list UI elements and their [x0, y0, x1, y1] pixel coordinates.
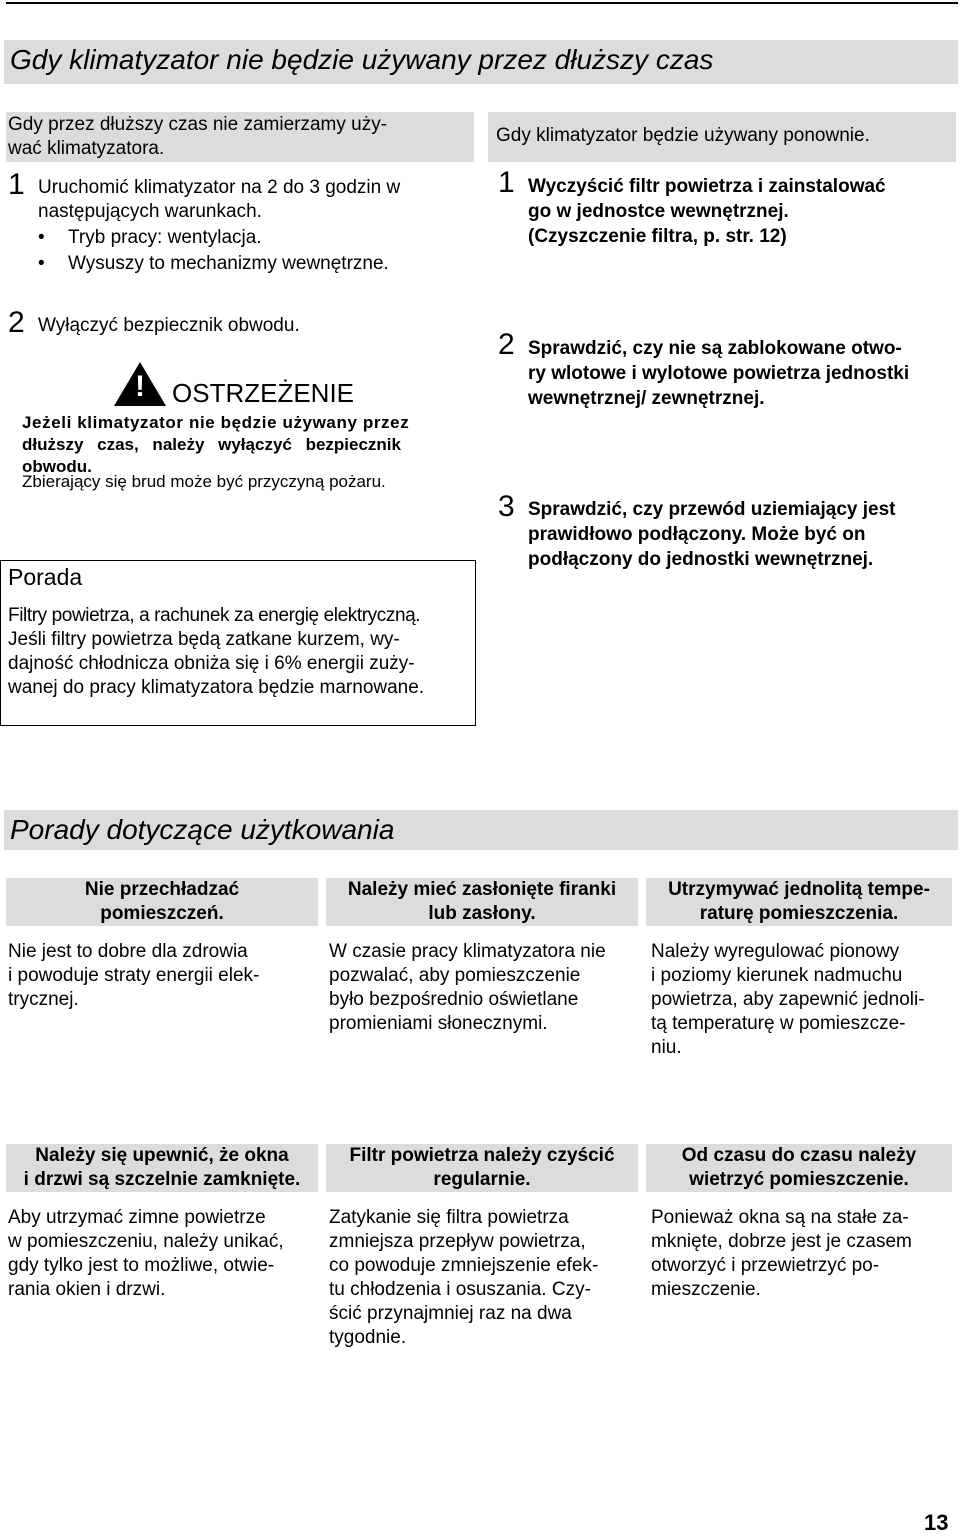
card-body [8, 1206, 308, 1302]
tip-text: Jeśli filtry powietrza będą zatkane kurzem, wy- [8, 629, 400, 650]
card-heading-line: wietrzyć pomieszczenie. [689, 1169, 909, 1190]
left-heading-line: Gdy przez dłuższy czas nie zamierzamy uży- [8, 114, 388, 135]
card-heading-line: pomieszczeń. [100, 903, 224, 924]
bullet-item: • Wysuszy to mechanizmy wewnętrzne. [68, 252, 389, 276]
card-body-line: Należy wyregulować pionowy [651, 941, 900, 962]
step-text: Wyłączyć bezpiecznik obwodu. [38, 315, 300, 336]
card-body-line: Aby utrzymać zimne powietrze [8, 1207, 266, 1228]
card-body-line: W czasie pracy klimatyzatora nie [329, 941, 606, 962]
step-text: go w jednostce wewnętrznej. [528, 201, 789, 222]
card-heading-line: raturę pomieszczenia. [699, 903, 899, 924]
card-body-line: i poziomy kierunek nadmuchu [651, 965, 903, 986]
card-heading [326, 1144, 638, 1192]
warning-text: Zbierający się brud może być przyczyną pożaru. [22, 472, 386, 491]
card-heading-line: Od czasu do czasu należy [681, 1145, 917, 1166]
step-number: 2 [498, 328, 515, 361]
tip-text: dajność chłodnicza obniża się i 6% energii zuży- [8, 653, 415, 674]
warning-text: dłuższy czas, należy wyłączyć bezpiecznik [22, 435, 401, 454]
left-heading-line: wać klimatyzatora. [8, 138, 165, 159]
card-heading [326, 878, 638, 926]
step-text: prawidłowo podłączony. Może być on [528, 524, 866, 545]
card-heading-line: Należy mieć zasłonięte firanki [347, 879, 617, 900]
card-body-line: tygodnie. [329, 1327, 407, 1348]
step-text: wewnętrznej/ zewnętrznej. [528, 388, 765, 409]
card-body-line: ścić przynajmniej raz na dwa [329, 1303, 572, 1324]
top-rule [6, 2, 958, 4]
card-body [651, 940, 951, 1060]
card-body [329, 940, 629, 1036]
card-body-line: trycznej. [8, 989, 79, 1010]
bullet-item: • Tryb pracy: wentylacja. [68, 226, 262, 250]
step-number: 1 [8, 168, 25, 201]
card-body-line: co powoduje zmniejszenie efek- [329, 1255, 599, 1276]
card-body-line: i powoduje straty energii elek- [8, 965, 260, 986]
card-body-line: mknięte, dobrze jest je czasem [651, 1231, 912, 1252]
card-body-line: gdy tylko jest to możliwe, otwie- [8, 1255, 275, 1276]
card-body [8, 940, 308, 1012]
card-body-line: Ponieważ okna są na stałe za- [651, 1207, 909, 1228]
step-text: Sprawdzić, czy nie są zablokowane otwo- [528, 338, 902, 359]
card-body [651, 1206, 951, 1302]
card-heading-line: i drzwi są szczelnie zamknięte. [23, 1169, 301, 1190]
card-body-line: otworzyć i przewietrzyć po- [651, 1255, 880, 1276]
card-body-line: pozwalać, aby pomieszczenie [329, 965, 581, 986]
card-body-line: rania okien i drzwi. [8, 1279, 166, 1300]
step-text: następujących warunkach. [38, 201, 262, 222]
step-text: podłączony do jednostki wewnętrznej. [528, 549, 874, 570]
card-heading-line: lub zasłony. [428, 903, 536, 924]
card-body-line: zmniejsza przepływ powietrza, [329, 1231, 586, 1252]
step-text: Wyczyścić filtr powietrza i zainstalować [528, 176, 886, 197]
step-number: 3 [498, 490, 515, 523]
card-body-line: tu chłodzenia i osuszania. Czy- [329, 1279, 591, 1300]
card-body-line: niu. [651, 1037, 682, 1058]
card-heading [646, 1144, 952, 1192]
card-heading-line: Nie przechładzać [84, 879, 240, 900]
step-text: Uruchomić klimatyzator na 2 do 3 godzin w [38, 177, 401, 198]
card-heading-line: Utrzymywać jednolitą tempe- [668, 879, 930, 900]
section-title-storage: Gdy klimatyzator nie będzie używany przez dłuższy czas [4, 40, 958, 84]
card-body-line: mieszczenie. [651, 1279, 761, 1300]
tip-title: Porada [8, 564, 83, 590]
card-heading [6, 878, 318, 926]
card-body-line: było bezpośrednio oświetlane [329, 989, 579, 1010]
warning-text: Jeżeli klimatyzator nie będzie używany przez [22, 413, 410, 432]
step-number: 1 [498, 166, 515, 199]
step-number: 2 [8, 306, 25, 339]
step-text: (Czyszczenie filtra, p. str. 12) [528, 226, 787, 247]
tip-text: Filtry powietrza, a rachunek za energię elektryczną. [8, 605, 421, 626]
card-heading-line: Należy się upewnić, że okna [35, 1145, 289, 1166]
card-body-line: promieniami słonecznymi. [329, 1013, 548, 1034]
section-title-tips: Porady dotyczące użytkowania [4, 810, 958, 850]
card-heading [646, 878, 952, 926]
tip-text: wanej do pracy klimatyzatora będzie marnowane. [8, 677, 425, 698]
right-heading [488, 112, 956, 162]
card-body-line: powietrza, aby zapewnić jednoli- [651, 989, 925, 1010]
warning-triangle-icon: ! [114, 362, 166, 406]
warning-title: OSTRZEŻENIE [172, 378, 355, 408]
card-body-line: w pomieszczeniu, należy unikać, [8, 1231, 284, 1252]
card-heading [6, 1144, 318, 1192]
step-text: ry wlotowe i wylotowe powietrza jednostki [528, 363, 910, 384]
card-body [329, 1206, 629, 1350]
step-text: Sprawdzić, czy przewód uziemiający jest [528, 499, 896, 520]
card-heading-line: regularnie. [433, 1169, 531, 1190]
card-body-line: Nie jest to dobre dla zdrowia [8, 941, 248, 962]
card-body-line: tą temperaturę w pomieszcze- [651, 1013, 906, 1034]
card-heading-line: Filtr powietrza należy czyścić [349, 1145, 615, 1166]
left-heading [6, 112, 474, 162]
page-number: 13 [924, 1510, 949, 1535]
warning-text: obwodu. [22, 457, 92, 476]
card-body-line: Zatykanie się filtra powietrza [329, 1207, 569, 1228]
right-heading-text: Gdy klimatyzator będzie używany ponownie. [496, 125, 870, 146]
